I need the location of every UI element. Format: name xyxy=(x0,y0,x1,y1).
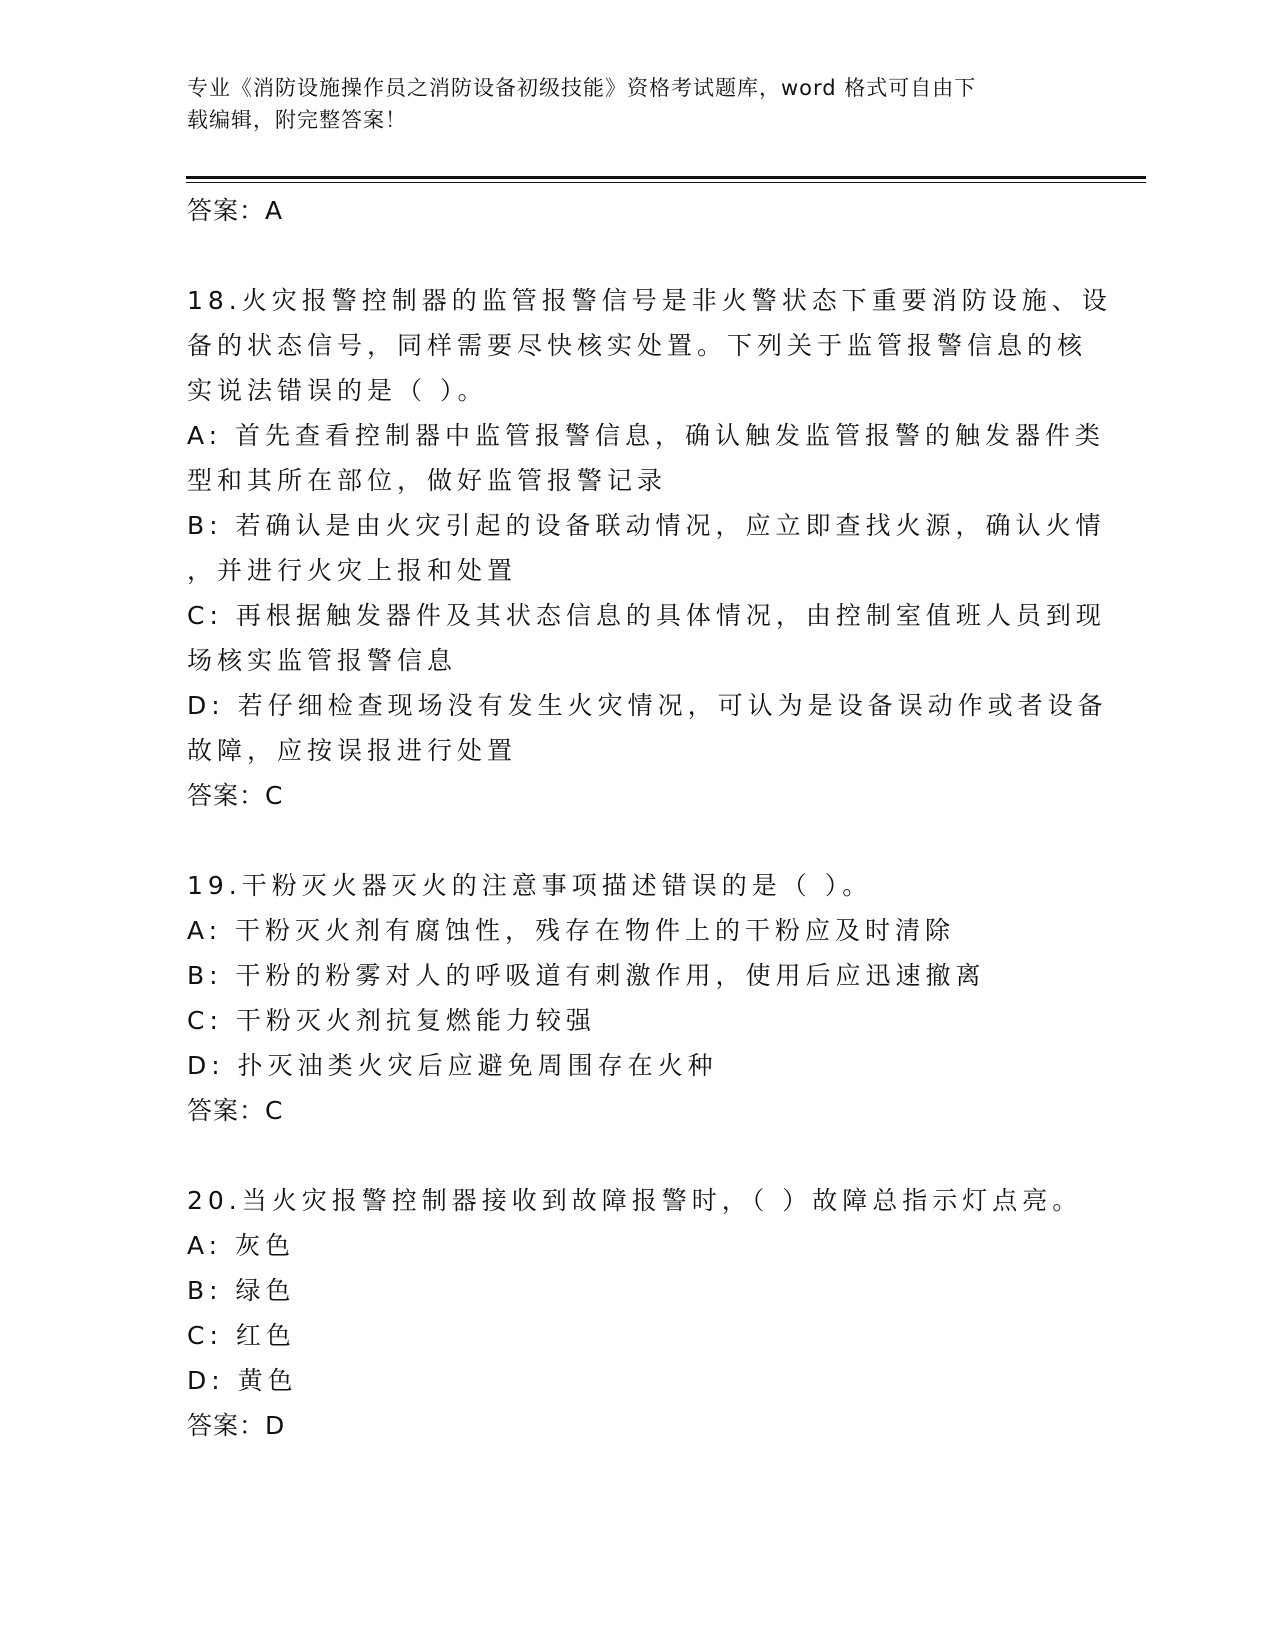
question-18-option-b-line-2: ，并进行火灾上报和处置 xyxy=(187,556,518,585)
spacer xyxy=(187,1133,1087,1178)
answer-19: 答案：C xyxy=(187,1096,284,1125)
answer-20: 答案：D xyxy=(187,1411,286,1440)
answer-18: 答案：C xyxy=(187,781,284,810)
question-18-option-d-line-1: D: 若仔细检查现场没有发生火灾情况，可认为是设备误动作或者设备 xyxy=(187,691,1108,720)
spacer xyxy=(187,233,1087,278)
question-19-stem: 19.干粉灭火器灭火的注意事项描述错误的是（ ）。 xyxy=(187,871,873,900)
question-19-option-d: D: 扑灭油类火灾后应避免周围存在火种 xyxy=(187,1051,718,1080)
question-20-option-c: C: 红色 xyxy=(187,1321,296,1350)
header-line-1: 专业《消防设施操作员之消防设备初级技能》资格考试题库，word 格式可自由下 xyxy=(187,76,977,100)
question-20-stem: 20.当火灾报警控制器接收到故障报警时，（ ）故障总指示灯点亮。 xyxy=(187,1186,1083,1215)
header-divider-thick xyxy=(186,176,1146,179)
question-18 xyxy=(187,278,1112,818)
question-19-option-c: C: 干粉灭火剂抗复燃能力较强 xyxy=(187,1006,596,1035)
question-20-option-a: A: 灰色 xyxy=(187,1231,296,1260)
answer-17: 答案：A xyxy=(187,196,284,225)
question-18-stem-line-1: 18.火灾报警控制器的监管报警信号是非火警状态下重要消防设施、设 xyxy=(187,286,1112,315)
header-line-2: 载编辑，附完整答案！ xyxy=(187,108,407,132)
question-18-option-d-line-2: 故障，应按误报进行处置 xyxy=(187,736,518,765)
question-18-option-c-line-2: 场核实监管报警信息 xyxy=(187,646,458,675)
question-19-option-b: B: 干粉的粉雾对人的呼吸道有刺激作用，使用后应迅速撤离 xyxy=(187,961,986,990)
header-divider-thin xyxy=(186,182,1146,183)
question-20-option-d: D: 黄色 xyxy=(187,1366,298,1395)
page-header xyxy=(187,72,1087,136)
question-18-option-a-line-1: A: 首先查看控制器中监管报警信息，确认触发监管报警的触发器件类 xyxy=(187,421,1106,450)
spacer xyxy=(187,818,1087,863)
question-20 xyxy=(187,1178,1087,1448)
question-20-option-b: B: 绿色 xyxy=(187,1276,296,1305)
question-18-stem-line-2: 备的状态信号，同样需要尽快核实处置。下列关于监管报警信息的核 xyxy=(187,331,1088,360)
question-18-option-a-line-2: 型和其所在部位，做好监管报警记录 xyxy=(187,466,668,495)
question-content xyxy=(187,188,1112,1448)
question-18-stem-line-3: 实说法错误的是（ ）。 xyxy=(187,376,488,405)
question-19 xyxy=(187,863,1087,1133)
question-18-option-c-line-1: C: 再根据触发器件及其状态信息的具体情况，由控制室值班人员到现 xyxy=(187,601,1106,630)
question-19-option-a: A: 干粉灭火剂有腐蚀性，残存在物件上的干粉应及时清除 xyxy=(187,916,956,945)
question-18-option-b-line-1: B: 若确认是由火灾引起的设备联动情况，应立即查找火源，确认火情 xyxy=(187,511,1106,540)
